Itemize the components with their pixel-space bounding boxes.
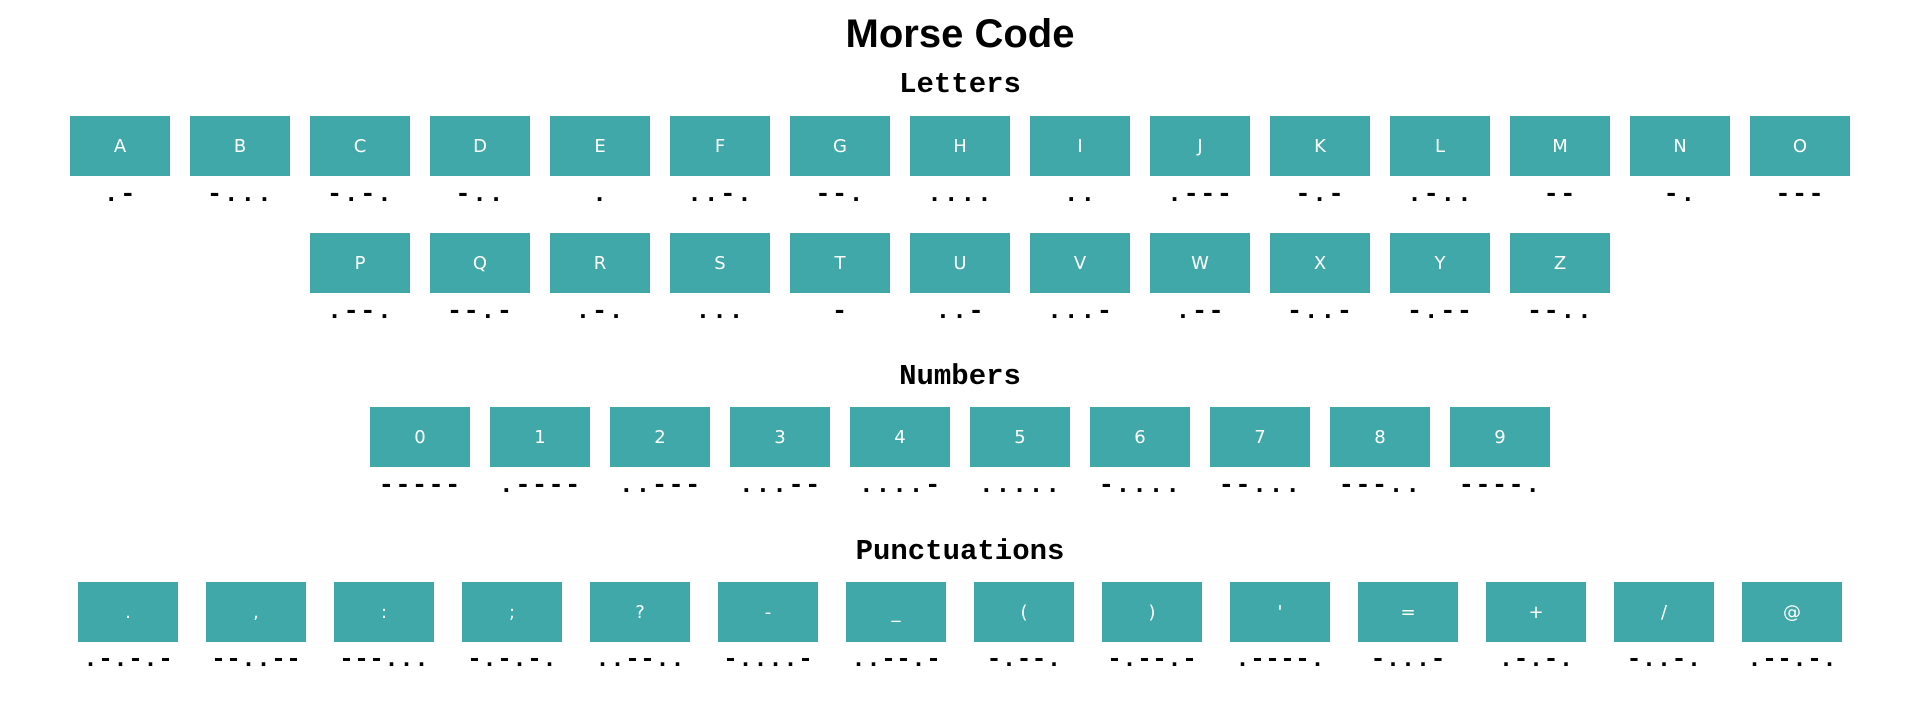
letter-morse-code: .-- (1175, 296, 1225, 326)
number-morse-code: -.... (1098, 470, 1182, 500)
punctuation-morse-code: .--.-. (1746, 645, 1837, 674)
number-key (1450, 407, 1550, 501)
punctuation-key (1102, 582, 1202, 676)
letter-morse-code: - (831, 296, 849, 326)
letter-key (1150, 233, 1250, 327)
number-morse-code: ..... (978, 470, 1062, 500)
letter-button[interactable]: R (550, 233, 650, 293)
letter-morse-code: ..- (935, 296, 985, 326)
punctuation-morse-code: .----. (1234, 645, 1325, 674)
letter-key (1630, 116, 1730, 210)
letter-button[interactable]: D (430, 116, 530, 176)
letter-key (670, 233, 770, 327)
letter-key (910, 116, 1010, 210)
punctuation-morse-code: -.--. (986, 645, 1062, 674)
number-button[interactable]: 7 (1210, 407, 1310, 467)
letter-morse-code: -.-- (1406, 296, 1474, 326)
punctuation-morse-code: --..-- (210, 645, 301, 674)
letter-button[interactable]: V (1030, 233, 1130, 293)
number-button[interactable]: 2 (610, 407, 710, 467)
letters-row-1 (0, 116, 1920, 210)
letter-key (670, 116, 770, 210)
letter-morse-code: .--. (326, 296, 394, 326)
letter-key (1390, 116, 1490, 210)
punctuation-morse-code: -.--.- (1106, 645, 1197, 674)
letter-button[interactable]: E (550, 116, 650, 176)
number-key (610, 407, 710, 501)
punctuation-key (1358, 582, 1458, 676)
punctuation-key (718, 582, 818, 676)
letter-button[interactable]: N (1630, 116, 1730, 176)
letter-button[interactable]: C (310, 116, 410, 176)
punctuation-button[interactable]: / (1614, 582, 1714, 642)
letter-morse-code: .. (1063, 179, 1097, 209)
punctuation-morse-code: -..-. (1626, 645, 1702, 674)
number-morse-code: ----. (1458, 470, 1542, 500)
number-morse-code: --... (1218, 470, 1302, 500)
letter-key (790, 116, 890, 210)
page-title: Morse Code (845, 12, 1075, 56)
punctuation-key (1742, 582, 1842, 676)
letter-morse-code: --.. (1526, 296, 1594, 326)
punctuation-button[interactable]: : (334, 582, 434, 642)
punctuation-button[interactable]: . (78, 582, 178, 642)
letter-key (1390, 233, 1490, 327)
letter-morse-code: .-. (575, 296, 625, 326)
punctuation-morse-code: -...- (1370, 645, 1446, 674)
number-button[interactable]: 9 (1450, 407, 1550, 467)
letter-key (70, 116, 170, 210)
letter-key (310, 116, 410, 210)
punctuation-morse-code: .-.-.- (82, 645, 173, 674)
letter-key (1270, 233, 1370, 327)
letter-button[interactable]: X (1270, 233, 1370, 293)
letter-key (1030, 116, 1130, 210)
punctuation-key (1614, 582, 1714, 676)
letter-key (550, 116, 650, 210)
number-button[interactable]: 8 (1330, 407, 1430, 467)
letter-button[interactable]: L (1390, 116, 1490, 176)
letters-row-2 (0, 233, 1920, 327)
letter-morse-code: -... (206, 179, 274, 209)
punctuation-button[interactable]: ' (1230, 582, 1330, 642)
letter-key (1030, 233, 1130, 327)
letter-button[interactable]: T (790, 233, 890, 293)
punctuation-key (1486, 582, 1586, 676)
letter-morse-code: -.. (455, 179, 505, 209)
number-button[interactable]: 1 (490, 407, 590, 467)
letter-morse-code: -.- (1295, 179, 1345, 209)
number-button[interactable]: 6 (1090, 407, 1190, 467)
punctuation-morse-code: .-.-. (1498, 645, 1574, 674)
punctuations-section-title: Punctuations (855, 535, 1065, 568)
letter-morse-code: .--- (1166, 179, 1234, 209)
letter-button[interactable]: B (190, 116, 290, 176)
number-key (370, 407, 470, 501)
punctuation-button[interactable]: ) (1102, 582, 1202, 642)
letter-morse-code: .- (103, 179, 137, 209)
letter-button[interactable]: O (1750, 116, 1850, 176)
punctuation-key (974, 582, 1074, 676)
number-key (970, 407, 1070, 501)
punctuation-morse-code: ..--.. (594, 645, 685, 674)
number-key (1330, 407, 1430, 501)
letter-button[interactable]: G (790, 116, 890, 176)
letter-morse-code: .-.. (1406, 179, 1474, 209)
letter-morse-code: -- (1543, 179, 1577, 209)
punctuation-button[interactable]: ? (590, 582, 690, 642)
punctuation-button[interactable]: + (1486, 582, 1586, 642)
letter-key (790, 233, 890, 327)
punctuation-key (1230, 582, 1330, 676)
punctuation-button[interactable]: - (718, 582, 818, 642)
number-key (730, 407, 830, 501)
letter-button[interactable]: K (1270, 116, 1370, 176)
letter-button[interactable]: U (910, 233, 1010, 293)
letter-key (1750, 116, 1850, 210)
punctuation-button[interactable]: ; (462, 582, 562, 642)
letter-morse-code: ...- (1046, 296, 1114, 326)
letter-morse-code: -.-. (326, 179, 394, 209)
number-morse-code: .---- (498, 470, 582, 500)
number-key (1090, 407, 1190, 501)
letter-key (430, 233, 530, 327)
number-button[interactable]: 5 (970, 407, 1070, 467)
punctuation-morse-code: -.-.-. (466, 645, 557, 674)
letter-button[interactable]: Z (1510, 233, 1610, 293)
number-morse-code: ....- (858, 470, 942, 500)
punctuation-button[interactable]: ( (974, 582, 1074, 642)
punctuation-button[interactable]: @ (1742, 582, 1842, 642)
letter-key (1270, 116, 1370, 210)
letter-button[interactable]: J (1150, 116, 1250, 176)
punctuation-morse-code: ..--.- (850, 645, 941, 674)
letter-button[interactable]: H (910, 116, 1010, 176)
letter-button[interactable]: I (1030, 116, 1130, 176)
letter-morse-code: ..-. (686, 179, 754, 209)
number-key (850, 407, 950, 501)
letter-morse-code: -..- (1286, 296, 1354, 326)
letter-button[interactable]: Q (430, 233, 530, 293)
letters-section-title: Letters (899, 68, 1021, 101)
number-morse-code: ...-- (738, 470, 822, 500)
punctuation-key (334, 582, 434, 676)
punctuation-button[interactable]: _ (846, 582, 946, 642)
letter-morse-code: -. (1663, 179, 1697, 209)
letter-button[interactable]: S (670, 233, 770, 293)
letter-key (1510, 116, 1610, 210)
letter-button[interactable]: M (1510, 116, 1610, 176)
punctuation-key (462, 582, 562, 676)
letter-key (190, 116, 290, 210)
letter-key (310, 233, 410, 327)
punctuation-morse-code: ---... (338, 645, 429, 674)
letter-morse-code: . (591, 179, 609, 209)
number-morse-code: ..--- (618, 470, 702, 500)
numbers-section-title: Numbers (899, 360, 1021, 393)
numbers-row (0, 407, 1920, 501)
letter-button[interactable]: Y (1390, 233, 1490, 293)
punctuation-key (206, 582, 306, 676)
letter-morse-code: ... (695, 296, 745, 326)
letter-key (550, 233, 650, 327)
punctuation-morse-code: -....- (722, 645, 813, 674)
punctuations-row (0, 582, 1920, 676)
letter-key (1150, 116, 1250, 210)
letter-button[interactable]: A (70, 116, 170, 176)
letter-morse-code: --- (1775, 179, 1825, 209)
punctuation-button[interactable]: = (1358, 582, 1458, 642)
letter-button[interactable]: P (310, 233, 410, 293)
punctuation-key (78, 582, 178, 676)
number-key (490, 407, 590, 501)
number-button[interactable]: 0 (370, 407, 470, 467)
number-button[interactable]: 3 (730, 407, 830, 467)
letter-key (1510, 233, 1610, 327)
letter-morse-code: .... (926, 179, 994, 209)
number-morse-code: ----- (378, 470, 462, 500)
letter-key (910, 233, 1010, 327)
letter-morse-code: --. (815, 179, 865, 209)
number-morse-code: ---.. (1338, 470, 1422, 500)
letter-key (430, 116, 530, 210)
letter-button[interactable]: F (670, 116, 770, 176)
letter-morse-code: --.- (446, 296, 514, 326)
punctuation-key (846, 582, 946, 676)
number-key (1210, 407, 1310, 501)
punctuation-key (590, 582, 690, 676)
letter-button[interactable]: W (1150, 233, 1250, 293)
number-button[interactable]: 4 (850, 407, 950, 467)
punctuation-button[interactable]: , (206, 582, 306, 642)
